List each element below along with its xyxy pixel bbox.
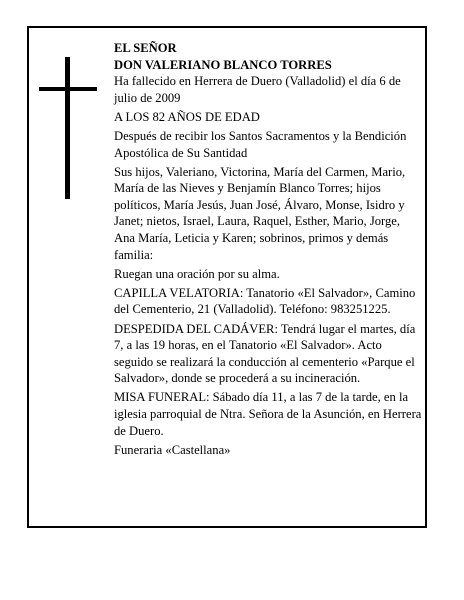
obituary-notice [27, 26, 427, 528]
mass-info: MISA FUNERAL: Sábado día 11, a las 7 de la tarde, en la iglesia parroquial de Ntra. Señora de la Asunción, en Herrera de Duero. [114, 390, 422, 438]
latin-cross-icon [39, 57, 97, 199]
cross-vertical-bar [65, 57, 70, 199]
chapel-info: CAPILLA VELATORIA: Tanatorio «El Salvador», Camino del Cementerio, 21 (Valladolid). Teléfono: 983251225. [114, 285, 416, 317]
cross-horizontal-bar [39, 87, 97, 91]
notice-text [114, 40, 422, 461]
funeral-home: Funeraria «Castellana» [114, 442, 231, 457]
age-line: A LOS 82 AÑOS DE EDAD [114, 109, 260, 124]
farewell-info: DESPEDIDA DEL CADÁVER: Tendrá lugar el martes, día 7, a las 19 horas, en el Tanatorio «El Salvador». Acto seguido se realizará la conducción al cementerio «Parque el Salvador», donde se procederá a su incineración. [114, 321, 416, 386]
deceased-name: DON VALERIANO BLANCO TORRES [114, 57, 332, 72]
notice-title: EL SEÑOR [114, 41, 177, 55]
family-list: Sus hijos, Valeriano, Victorina, María del Carmen, Mario, María de las Nieves y Benjamín Blanco Torres; hijos políticos, María Jesús, Juan José, Álvaro, Monse, Isidro y Janet; nietos, Israel, Laura, Raquel, Esther, Mario, Jorge, Ana María, Leticia y Karen; sobrinos, primos y demás familia: [114, 164, 406, 262]
sacraments-line: Después de recibir los Santos Sacramentos y la Bendición Apostólica de Su Santidad [114, 128, 407, 160]
death-info: Ha fallecido en Herrera de Duero (Valladolid) el día 6 de julio de 2009 [114, 74, 401, 105]
prayer-line: Ruegan una oración por su alma. [114, 266, 280, 281]
